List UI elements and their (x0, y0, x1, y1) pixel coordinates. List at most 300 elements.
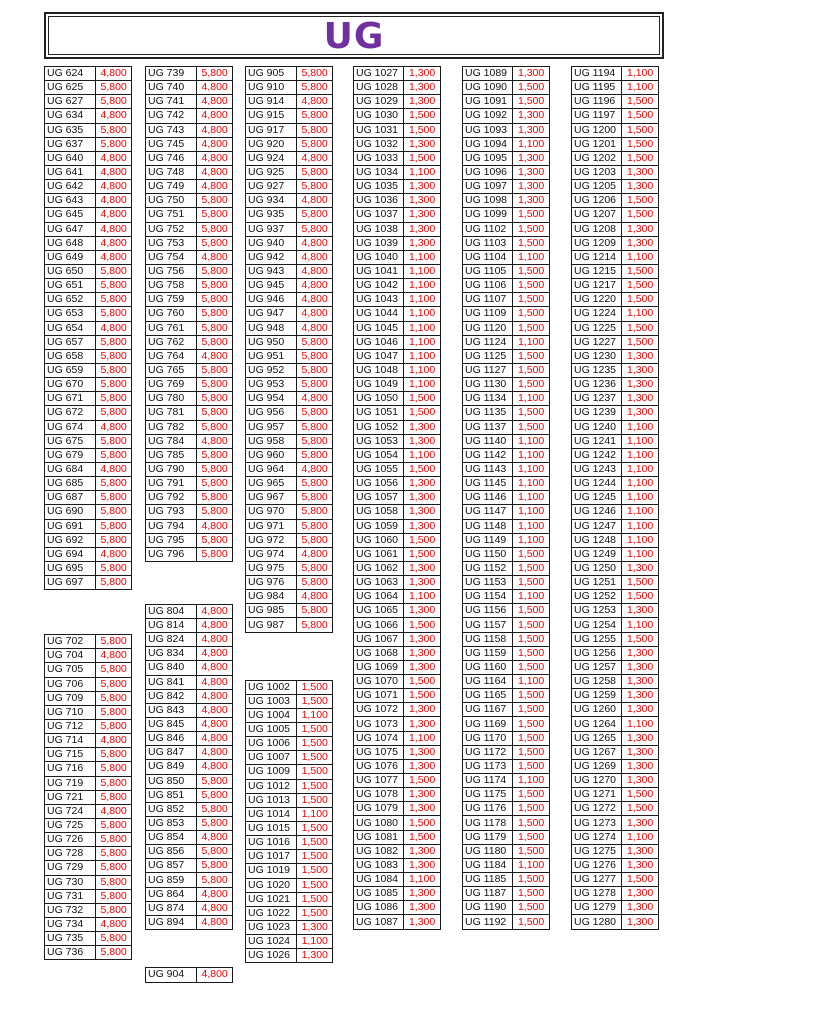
flight-code: UG 752 (146, 222, 197, 236)
table-row (572, 660, 659, 674)
flight-code: UG 793 (146, 505, 197, 519)
price-value: 1,100 (404, 448, 441, 462)
flight-code: UG 1196 (572, 95, 622, 109)
flight-code: UG 714 (45, 734, 96, 748)
price-value: 5,800 (96, 748, 132, 762)
price-value: 4,800 (197, 746, 233, 760)
flight-code: UG 1184 (463, 858, 513, 872)
price-value: 1,500 (404, 816, 441, 830)
price-value: 4,800 (197, 915, 233, 929)
price-value: 1,100 (622, 420, 659, 434)
flight-code: UG 1084 (354, 873, 404, 887)
flight-code: UG 967 (246, 491, 297, 505)
flight-code: UG 1059 (354, 519, 404, 533)
price-value: 1,100 (404, 165, 441, 179)
flight-code: UG 641 (45, 165, 96, 179)
table-row (463, 208, 550, 222)
price-value: 5,800 (96, 95, 132, 109)
price-value: 1,300 (622, 774, 659, 788)
table-row (354, 392, 441, 406)
price-value: 4,800 (197, 95, 233, 109)
price-value: 1,500 (297, 878, 333, 892)
table-row (463, 646, 550, 660)
price-value: 1,100 (513, 533, 550, 547)
price-value: 1,500 (513, 406, 550, 420)
price-value: 4,800 (197, 901, 233, 915)
price-value: 1,500 (513, 95, 550, 109)
price-value: 1,500 (622, 321, 659, 335)
price-value: 1,100 (622, 618, 659, 632)
table-row (354, 646, 441, 660)
flight-code: UG 730 (45, 875, 96, 889)
price-value: 1,500 (513, 307, 550, 321)
table-row (146, 109, 233, 123)
price-value: 1,300 (622, 844, 659, 858)
flight-code: UG 659 (45, 363, 96, 377)
flight-code: UG 985 (246, 604, 297, 618)
table-row (354, 901, 441, 915)
flight-code: UG 1167 (463, 703, 513, 717)
price-value: 5,800 (197, 222, 233, 236)
price-value: 1,100 (513, 491, 550, 505)
flight-code: UG 1143 (463, 462, 513, 476)
price-value: 5,800 (96, 861, 132, 875)
flight-code: UG 1047 (354, 349, 404, 363)
title-box (44, 12, 664, 59)
price-value: 4,800 (197, 760, 233, 774)
flight-code: UG 1091 (463, 95, 513, 109)
price-value: 4,800 (197, 137, 233, 151)
flight-code: UG 1237 (572, 392, 622, 406)
price-value: 1,500 (513, 576, 550, 590)
table-row (572, 774, 659, 788)
price-value: 5,800 (96, 434, 132, 448)
price-value: 1,300 (622, 816, 659, 830)
flight-code: UG 874 (146, 901, 197, 915)
flight-code: UG 1251 (572, 576, 622, 590)
price-value: 1,100 (622, 830, 659, 844)
price-value: 1,300 (404, 717, 441, 731)
flight-code: UG 1038 (354, 222, 404, 236)
flight-code: UG 1203 (572, 165, 622, 179)
flight-code: UG 853 (146, 816, 197, 830)
price-value: 1,300 (404, 95, 441, 109)
table-row (45, 932, 132, 946)
flight-code: UG 948 (246, 321, 297, 335)
price-value: 5,800 (297, 81, 333, 95)
price-value: 4,800 (297, 462, 333, 476)
flight-code: UG 1248 (572, 533, 622, 547)
price-value: 1,300 (513, 123, 550, 137)
table-row (463, 123, 550, 137)
price-value: 1,500 (622, 335, 659, 349)
table-row (463, 533, 550, 547)
price-value: 1,100 (404, 279, 441, 293)
table-row (354, 561, 441, 575)
flight-code: UG 758 (146, 279, 197, 293)
table-row (354, 123, 441, 137)
flight-code: UG 956 (246, 406, 297, 420)
price-value: 4,800 (96, 804, 132, 818)
table-row (45, 649, 132, 663)
table-row (572, 95, 659, 109)
table-row (45, 705, 132, 719)
price-value: 1,100 (513, 250, 550, 264)
flight-code: UG 1069 (354, 660, 404, 674)
table-row (246, 363, 333, 377)
price-value: 1,500 (297, 737, 333, 751)
price-value: 1,100 (513, 590, 550, 604)
price-value: 1,500 (622, 264, 659, 278)
table-row (45, 109, 132, 123)
price-value: 1,500 (297, 821, 333, 835)
flight-code: UG 712 (45, 719, 96, 733)
price-value: 1,100 (513, 858, 550, 872)
flight-code: UG 760 (146, 307, 197, 321)
flight-code: UG 753 (146, 236, 197, 250)
flight-code: UG 1230 (572, 349, 622, 363)
table-row (463, 67, 550, 81)
price-value: 4,800 (96, 917, 132, 931)
flight-code: UG 781 (146, 406, 197, 420)
table-row (354, 830, 441, 844)
flight-code: UG 804 (146, 604, 197, 618)
flight-code: UG 1015 (246, 821, 297, 835)
table-row (146, 675, 233, 689)
table-row (45, 776, 132, 790)
price-value: 1,500 (513, 731, 550, 745)
table-row (572, 363, 659, 377)
table-row (572, 307, 659, 321)
table-row (572, 646, 659, 660)
flight-code: UG 934 (246, 194, 297, 208)
price-value: 1,500 (297, 765, 333, 779)
flight-code: UG 1014 (246, 807, 297, 821)
flight-code: UG 1080 (354, 816, 404, 830)
flight-code: UG 1202 (572, 151, 622, 165)
table-row (463, 915, 550, 929)
price-value: 1,100 (622, 717, 659, 731)
price-value: 5,800 (197, 279, 233, 293)
price-value: 1,500 (297, 864, 333, 878)
table-row (354, 660, 441, 674)
table-row (246, 378, 333, 392)
table-row (354, 378, 441, 392)
flight-code: UG 824 (146, 633, 197, 647)
table-row (146, 845, 233, 859)
price-value: 5,800 (297, 533, 333, 547)
table-row (45, 363, 132, 377)
table-row (246, 604, 333, 618)
table-row (354, 307, 441, 321)
price-value: 4,800 (96, 236, 132, 250)
table-row (354, 759, 441, 773)
flight-code: UG 1200 (572, 123, 622, 137)
table-row (45, 194, 132, 208)
price-value: 1,300 (622, 689, 659, 703)
flight-code: UG 972 (246, 533, 297, 547)
table-row (146, 95, 233, 109)
table-row (45, 180, 132, 194)
table-row (146, 968, 233, 982)
price-value: 5,800 (297, 561, 333, 575)
flight-code: UG 1149 (463, 533, 513, 547)
flight-code: UG 1173 (463, 759, 513, 773)
flight-code: UG 1033 (354, 151, 404, 165)
price-value: 1,300 (622, 406, 659, 420)
table-row (45, 477, 132, 491)
flight-code: UG 1060 (354, 533, 404, 547)
flight-code: UG 851 (146, 788, 197, 802)
price-value: 4,800 (197, 647, 233, 661)
flight-code: UG 706 (45, 677, 96, 691)
table-row (572, 830, 659, 844)
table-row (146, 349, 233, 363)
price-value: 4,800 (96, 462, 132, 476)
price-value: 1,100 (513, 137, 550, 151)
price-value: 5,800 (197, 208, 233, 222)
table-row (146, 448, 233, 462)
table-row (45, 635, 132, 649)
table-row (246, 194, 333, 208)
flight-code: UG 1152 (463, 561, 513, 575)
flight-code: UG 854 (146, 831, 197, 845)
flight-code: UG 736 (45, 946, 96, 960)
price-value: 1,100 (513, 477, 550, 491)
price-value: 5,800 (297, 165, 333, 179)
price-value: 4,800 (96, 250, 132, 264)
flight-code: UG 1087 (354, 915, 404, 929)
flight-code: UG 1002 (246, 680, 297, 694)
price-value: 4,800 (96, 321, 132, 335)
table-row (354, 180, 441, 194)
price-value: 4,800 (297, 194, 333, 208)
flight-code: UG 653 (45, 307, 96, 321)
price-value: 5,800 (197, 321, 233, 335)
price-table (245, 680, 333, 964)
price-value: 1,500 (513, 816, 550, 830)
table-row (354, 349, 441, 363)
flight-code: UG 1094 (463, 137, 513, 151)
table-row (354, 618, 441, 632)
flight-code: UG 1043 (354, 293, 404, 307)
price-value: 1,300 (404, 81, 441, 95)
flight-code: UG 728 (45, 847, 96, 861)
flight-code: UG 1057 (354, 491, 404, 505)
flight-code: UG 953 (246, 378, 297, 392)
flight-code: UG 1004 (246, 708, 297, 722)
price-value: 5,800 (297, 349, 333, 363)
price-value: 5,800 (297, 434, 333, 448)
flight-code: UG 856 (146, 845, 197, 859)
price-value: 5,800 (297, 505, 333, 519)
table-row (463, 759, 550, 773)
price-value: 4,800 (197, 151, 233, 165)
price-value: 1,300 (513, 151, 550, 165)
flight-code: UG 1165 (463, 689, 513, 703)
flight-code: UG 1064 (354, 590, 404, 604)
flight-code: UG 637 (45, 137, 96, 151)
flight-code: UG 794 (146, 519, 197, 533)
price-value: 5,800 (197, 378, 233, 392)
table-row (463, 491, 550, 505)
table-row (463, 745, 550, 759)
flight-code: UG 964 (246, 462, 297, 476)
flight-code: UG 650 (45, 264, 96, 278)
flight-code: UG 915 (246, 109, 297, 123)
price-table (571, 66, 659, 930)
flight-code: UG 649 (45, 250, 96, 264)
flight-code: UG 1197 (572, 109, 622, 123)
flight-code: UG 1178 (463, 816, 513, 830)
flight-code: UG 864 (146, 887, 197, 901)
price-value: 1,500 (513, 547, 550, 561)
price-table (245, 66, 333, 633)
flight-code: UG 1055 (354, 462, 404, 476)
price-value: 1,300 (622, 561, 659, 575)
flight-code: UG 945 (246, 279, 297, 293)
flight-code: UG 784 (146, 434, 197, 448)
price-value: 1,100 (622, 434, 659, 448)
flight-code: UG 1006 (246, 737, 297, 751)
flight-code: UG 1104 (463, 250, 513, 264)
table-row (354, 194, 441, 208)
table-row (572, 151, 659, 165)
table-row (45, 491, 132, 505)
flight-code: UG 658 (45, 349, 96, 363)
flight-code: UG 1169 (463, 717, 513, 731)
table-row (354, 873, 441, 887)
price-value: 5,800 (297, 420, 333, 434)
price-value: 5,800 (197, 264, 233, 278)
flight-code: UG 1256 (572, 646, 622, 660)
price-value: 1,300 (622, 660, 659, 674)
table-row (354, 887, 441, 901)
price-value: 1,300 (404, 632, 441, 646)
flight-code: UG 1039 (354, 236, 404, 250)
table-row (572, 137, 659, 151)
flight-code: UG 1157 (463, 618, 513, 632)
price-value: 4,800 (96, 109, 132, 123)
price-value: 5,800 (96, 293, 132, 307)
price-value: 1,300 (622, 363, 659, 377)
table-row (354, 788, 441, 802)
flight-code: UG 780 (146, 392, 197, 406)
table-row (146, 293, 233, 307)
price-value: 4,800 (197, 250, 233, 264)
price-value: 1,300 (404, 604, 441, 618)
table-row (246, 708, 333, 722)
price-value: 1,100 (622, 519, 659, 533)
table-row (354, 109, 441, 123)
table-row (354, 236, 441, 250)
price-table (353, 66, 441, 930)
table-row (45, 576, 132, 590)
price-value: 1,100 (622, 448, 659, 462)
price-value: 1,500 (297, 694, 333, 708)
flight-code: UG 756 (146, 264, 197, 278)
flight-code: UG 685 (45, 477, 96, 491)
flight-code: UG 1130 (463, 378, 513, 392)
table-row (463, 250, 550, 264)
table-row (246, 434, 333, 448)
price-value: 5,800 (96, 533, 132, 547)
flight-code: UG 1267 (572, 745, 622, 759)
price-value: 1,500 (513, 915, 550, 929)
flight-code: UG 971 (246, 519, 297, 533)
flight-code: UG 1056 (354, 477, 404, 491)
table-row (572, 462, 659, 476)
table-row (146, 392, 233, 406)
table-row (354, 95, 441, 109)
price-value: 1,500 (404, 151, 441, 165)
price-value: 5,800 (197, 363, 233, 377)
flight-code: UG 1239 (572, 406, 622, 420)
table-row (572, 448, 659, 462)
flight-code: UG 785 (146, 448, 197, 462)
table-row (354, 717, 441, 731)
table-row (45, 677, 132, 691)
table-row (463, 293, 550, 307)
table-row (463, 901, 550, 915)
table-row (354, 250, 441, 264)
price-value: 1,500 (513, 844, 550, 858)
flight-code: UG 1109 (463, 307, 513, 321)
table-row (45, 818, 132, 832)
table-row (463, 321, 550, 335)
price-value: 1,100 (513, 462, 550, 476)
flight-code: UG 704 (45, 649, 96, 663)
price-value: 1,300 (622, 858, 659, 872)
table-row (246, 694, 333, 708)
price-value: 1,300 (622, 675, 659, 689)
flight-code: UG 1217 (572, 279, 622, 293)
table-row (463, 604, 550, 618)
flight-code: UG 1273 (572, 816, 622, 830)
flight-code: UG 1036 (354, 194, 404, 208)
flight-code: UG 1190 (463, 901, 513, 915)
price-value: 5,800 (96, 762, 132, 776)
flight-code: UG 691 (45, 519, 96, 533)
table-row (146, 420, 233, 434)
table-row (146, 717, 233, 731)
flight-code: UG 690 (45, 505, 96, 519)
flight-code: UG 1276 (572, 858, 622, 872)
table-row (45, 307, 132, 321)
price-value: 1,100 (297, 708, 333, 722)
table-row (146, 363, 233, 377)
price-value: 5,800 (96, 946, 132, 960)
table-row (572, 264, 659, 278)
flight-code: UG 754 (146, 250, 197, 264)
flight-code: UG 1003 (246, 694, 297, 708)
table-row (572, 788, 659, 802)
flight-code: UG 1124 (463, 335, 513, 349)
price-value: 1,500 (622, 802, 659, 816)
flight-code: UG 729 (45, 861, 96, 875)
price-value: 5,800 (297, 618, 333, 632)
price-value: 5,800 (96, 392, 132, 406)
table-row (354, 731, 441, 745)
price-value: 5,800 (96, 635, 132, 649)
price-value: 1,100 (404, 307, 441, 321)
table-row (246, 477, 333, 491)
table-row (146, 760, 233, 774)
flight-code: UG 1227 (572, 335, 622, 349)
flight-code: UG 954 (246, 392, 297, 406)
price-value: 5,800 (297, 448, 333, 462)
flight-code: UG 1275 (572, 844, 622, 858)
